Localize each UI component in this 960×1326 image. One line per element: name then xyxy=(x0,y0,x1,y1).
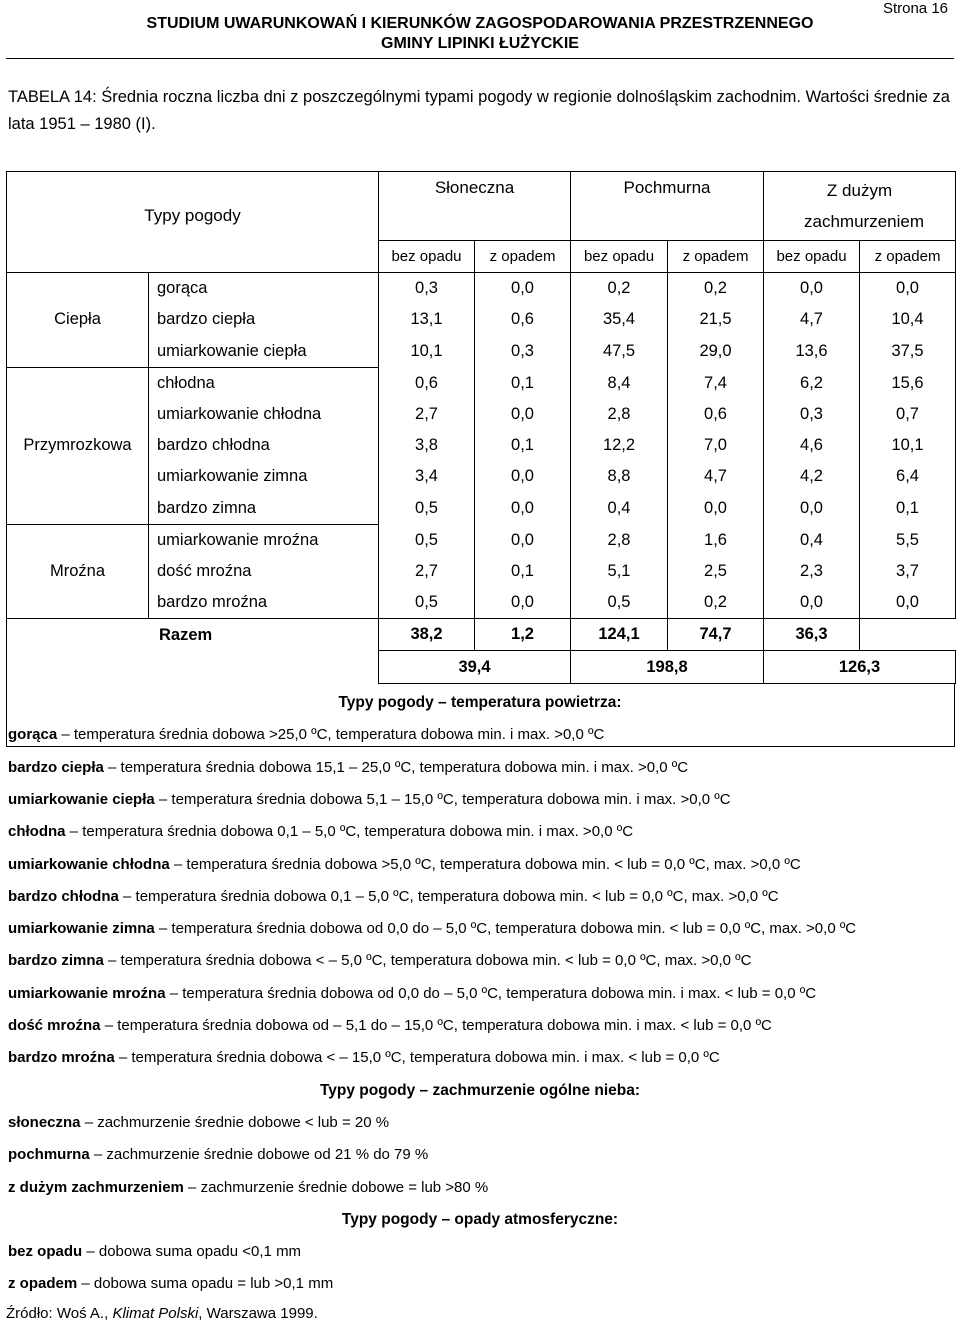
legend-description: – temperatura średnia dobowa < – 5,0 ºC, temperatura dobowa min. < lub = 0,0 ºC, max. >0,0 ºC xyxy=(103,952,752,970)
cell-value: 0,0 xyxy=(764,587,860,619)
group-label xyxy=(7,399,149,430)
cell-value: 13,1 xyxy=(379,304,475,335)
cell-value: 0,2 xyxy=(668,273,764,305)
legend-description: – temperatura średnia dobowa >5,0 ºC, temperatura dobowa min. < lub = 0,0 ºC, max. >0,0 ºC xyxy=(169,855,801,873)
legend-item xyxy=(8,888,779,905)
total-value: 124,1 xyxy=(571,619,668,651)
cell-value: 15,6 xyxy=(860,367,956,399)
cell-value: 0,1 xyxy=(860,493,956,525)
cell-value: 13,6 xyxy=(764,336,860,368)
legend-item xyxy=(8,759,688,776)
cell-value: 10,4 xyxy=(860,304,956,335)
total-label: Razem xyxy=(7,619,379,651)
group-label: Ciepła xyxy=(7,304,149,335)
group-label xyxy=(7,587,149,619)
weather-type: bardzo chłodna xyxy=(149,430,379,461)
cell-value: 0,1 xyxy=(475,430,571,461)
cell-value: 0,0 xyxy=(475,493,571,525)
cell-value: 0,0 xyxy=(668,493,764,525)
sum-value: 198,8 xyxy=(571,651,764,684)
cell-value: 0,6 xyxy=(475,304,571,335)
cell-value: 2,3 xyxy=(764,556,860,587)
precip-header: bez opadu xyxy=(571,241,668,273)
cell-value: 0,0 xyxy=(764,493,860,525)
cell-value: 6,2 xyxy=(764,367,860,399)
cell-value: 2,7 xyxy=(379,556,475,587)
table-row xyxy=(7,273,956,305)
cell-value: 0,7 xyxy=(860,399,956,430)
header-pochmurna: Pochmurna xyxy=(571,172,764,241)
weather-type: gorąca xyxy=(149,273,379,305)
legend-term: umiarkowanie ciepła xyxy=(8,790,155,808)
cell-value: 2,7 xyxy=(379,399,475,430)
weather-types-table xyxy=(6,171,956,684)
legend-item xyxy=(8,791,731,808)
legend-item xyxy=(8,1114,389,1131)
table-row xyxy=(7,524,956,556)
table-row xyxy=(7,336,956,368)
group-label xyxy=(7,336,149,368)
legend-description: – temperatura średnia dobowa 5,1 – 15,0 ºC, temperatura dobowa min. i max. >0,0 ºC xyxy=(154,790,731,808)
header-title: STUDIUM UWARUNKOWAŃ I KIERUNKÓW ZAGOSPODAROWANIA PRZESTRZENNEGO xyxy=(146,15,814,32)
legend-description: – zachmurzenie średnie dobowe < lub = 20 % xyxy=(80,1113,390,1131)
weather-type: dość mroźna xyxy=(149,556,379,587)
page-number: Strona 16 xyxy=(882,0,948,17)
cell-value: 3,4 xyxy=(379,461,475,492)
cell-value: 0,2 xyxy=(571,273,668,305)
legend-term: dość mroźna xyxy=(8,1017,101,1034)
group-label: Mroźna xyxy=(7,556,149,587)
cell-value: 8,4 xyxy=(571,367,668,399)
cell-value: 0,6 xyxy=(379,367,475,399)
cell-value: 2,5 xyxy=(668,556,764,587)
cell-value: 0,0 xyxy=(475,587,571,619)
cell-value: 0,3 xyxy=(764,399,860,430)
total-value: 36,3 xyxy=(764,619,860,651)
cell-value: 0,4 xyxy=(571,493,668,525)
legend-item xyxy=(8,1275,333,1292)
weather-type: umiarkowanie zimna xyxy=(149,461,379,492)
legend-term: bardzo zimna xyxy=(8,952,104,970)
legend-term: bardzo chłodna xyxy=(8,887,119,905)
legend-item xyxy=(8,1179,488,1196)
cell-value: 0,6 xyxy=(668,399,764,430)
precip-header: bez opadu xyxy=(764,241,860,273)
cell-value: 10,1 xyxy=(379,336,475,368)
group-label xyxy=(7,367,149,399)
cell-value: 0,5 xyxy=(379,524,475,556)
header-sloneczna: Słoneczna xyxy=(379,172,571,241)
cell-value: 8,8 xyxy=(571,461,668,492)
table-row xyxy=(7,461,956,492)
precip-header: z opadem xyxy=(475,241,571,273)
table-row xyxy=(7,430,956,461)
weather-type: umiarkowanie mroźna xyxy=(149,524,379,556)
cell-value: 5,1 xyxy=(571,556,668,587)
legend-term: z dużym zachmurzeniem xyxy=(8,1178,184,1196)
weather-type: bardzo mroźna xyxy=(149,587,379,619)
cell-value: 4,7 xyxy=(764,304,860,335)
cell-value: 4,6 xyxy=(764,430,860,461)
cell-value: 0,3 xyxy=(475,336,571,368)
legend-term: słoneczna xyxy=(8,1113,81,1131)
weather-type: chłodna xyxy=(149,367,379,399)
header-z-duzym: Z dużym zachmurzeniem xyxy=(764,172,956,241)
cell-value: 0,3 xyxy=(379,273,475,305)
cell-value: 0,0 xyxy=(475,524,571,556)
legend-description: – temperatura średnia dobowa 0,1 – 5,0 ºC, temperatura dobowa min. i max. >0,0 ºC xyxy=(65,823,634,841)
cell-value: 0,0 xyxy=(860,273,956,305)
header-subtitle: GMINY LIPINKI ŁUŻYCKIE xyxy=(381,35,579,52)
table-body xyxy=(7,172,956,684)
legend-term: bardzo ciepła xyxy=(8,758,104,776)
legend-description: – temperatura średnia dobowa < – 15,0 ºC, temperatura dobowa min. i max. < lub = 0,0 ºC xyxy=(114,1049,720,1067)
cell-value: 0,5 xyxy=(379,493,475,525)
group-label: Przymrozkowa xyxy=(7,430,149,461)
legend-heading: Typy pogody – opady atmosferyczne: xyxy=(341,1210,619,1228)
weather-type: umiarkowanie ciepła xyxy=(149,336,379,368)
legend-term: gorąca xyxy=(8,726,58,744)
cell-value: 0,1 xyxy=(475,367,571,399)
cell-value: 5,5 xyxy=(860,524,956,556)
legend-item xyxy=(8,985,816,1002)
cell-value: 21,5 xyxy=(668,304,764,335)
table-row xyxy=(7,493,956,525)
total-value xyxy=(860,619,956,651)
total-value: 1,2 xyxy=(475,619,571,651)
legend-term: bardzo mroźna xyxy=(8,1049,115,1067)
cell-value: 0,0 xyxy=(764,273,860,305)
cell-value: 0,1 xyxy=(475,556,571,587)
cell-value: 0,4 xyxy=(764,524,860,556)
cell-value: 29,0 xyxy=(668,336,764,368)
legend-description: – temperatura średnia dobowa 15,1 – 25,0 ºC, temperatura dobowa min. i max. >0,0 ºC xyxy=(103,758,689,776)
cell-value: 0,5 xyxy=(379,587,475,619)
sums-row xyxy=(7,651,956,684)
cell-value: 0,5 xyxy=(571,587,668,619)
source-suffix: , Warszawa 1999. xyxy=(198,1305,318,1322)
legend-description: – dobowa suma opadu = lub >0,1 mm xyxy=(77,1275,334,1293)
table-row xyxy=(7,399,956,430)
legend-term: umiarkowanie zimna xyxy=(8,920,155,938)
table-row xyxy=(7,556,956,587)
legend-item xyxy=(8,1017,772,1034)
legend-description: – zachmurzenie średnie dobowe od 21 % do 79 % xyxy=(89,1146,429,1164)
cell-value: 0,0 xyxy=(475,273,571,305)
cell-value: 0,0 xyxy=(860,587,956,619)
legend-description: – zachmurzenie średnie dobowe = lub >80 % xyxy=(183,1178,489,1196)
precip-header: z opadem xyxy=(668,241,764,273)
group-label xyxy=(7,273,149,305)
corner-header: Typy pogody xyxy=(7,172,379,273)
source-prefix: Źródło: Woś A., xyxy=(6,1305,113,1322)
legend-item xyxy=(8,952,751,969)
cell-value: 7,0 xyxy=(668,430,764,461)
weather-type: bardzo ciepła xyxy=(149,304,379,335)
legend-item xyxy=(8,920,856,937)
legend-heading: Typy pogody – zachmurzenie ogólne nieba: xyxy=(319,1081,641,1099)
weather-type: umiarkowanie chłodna xyxy=(149,399,379,430)
cell-value: 3,8 xyxy=(379,430,475,461)
total-row xyxy=(7,619,956,651)
legend-item xyxy=(8,1146,428,1163)
cell-value: 0,0 xyxy=(475,461,571,492)
legend-term: bez opadu xyxy=(8,1243,83,1261)
precip-header: z opadem xyxy=(860,241,956,273)
legend-term: z opadem xyxy=(8,1275,78,1293)
cell-value: 35,4 xyxy=(571,304,668,335)
cell-value: 2,8 xyxy=(571,524,668,556)
legend-item xyxy=(8,1049,720,1066)
cell-value: 47,5 xyxy=(571,336,668,368)
legend-description: – temperatura średnia dobowa 0,1 – 5,0 ºC, temperatura dobowa min. < lub = 0,0 ºC, max. >0,0 ºC xyxy=(118,887,779,905)
legend-term: umiarkowanie chłodna xyxy=(8,855,170,873)
legend-item xyxy=(8,726,604,743)
legend-description: – temperatura średnia dobowa od 0,0 do – 5,0 ºC, temperatura dobowa min. i max. < lub = 0,0 ºC xyxy=(165,984,817,1002)
cell-value: 2,8 xyxy=(571,399,668,430)
table-row xyxy=(7,587,956,619)
group-label xyxy=(7,461,149,492)
table-row xyxy=(7,304,956,335)
legend-description: – temperatura średnia dobowa od – 5,1 do – 15,0 ºC, temperatura dobowa min. i max. < lub = 0,0 ºC xyxy=(100,1017,772,1034)
table-row xyxy=(7,367,956,399)
precip-header: bez opadu xyxy=(379,241,475,273)
legend-item xyxy=(8,1243,301,1260)
document-header xyxy=(0,14,960,54)
cell-value: 6,4 xyxy=(860,461,956,492)
legend-term: pochmurna xyxy=(8,1146,90,1164)
cell-value: 10,1 xyxy=(860,430,956,461)
group-label xyxy=(7,524,149,556)
sums-spacer xyxy=(7,651,379,684)
cell-value: 1,6 xyxy=(668,524,764,556)
cell-value: 3,7 xyxy=(860,556,956,587)
legend-description: – dobowa suma opadu <0,1 mm xyxy=(82,1243,302,1261)
total-value: 38,2 xyxy=(379,619,475,651)
legend-item xyxy=(8,856,801,873)
cell-value: 0,0 xyxy=(475,399,571,430)
source-note xyxy=(6,1305,318,1322)
header-rule xyxy=(6,58,954,59)
cell-value: 4,2 xyxy=(764,461,860,492)
legend-item xyxy=(8,823,633,840)
legend-description: – temperatura średnia dobowa >25,0 ºC, temperatura dobowa min. i max. >0,0 ºC xyxy=(57,726,605,744)
group-label xyxy=(7,493,149,525)
cell-value: 37,5 xyxy=(860,336,956,368)
sum-value: 126,3 xyxy=(764,651,956,684)
legend-description: – temperatura średnia dobowa od 0,0 do – 5,0 ºC, temperatura dobowa min. < lub = 0,0 ºC, max. >0,0 ºC xyxy=(154,920,857,938)
header-row-cloud xyxy=(7,172,956,241)
cell-value: 0,2 xyxy=(668,587,764,619)
legend-term: chłodna xyxy=(8,823,66,841)
source-title: Klimat Polski xyxy=(112,1305,199,1322)
legend-term: umiarkowanie mroźna xyxy=(8,984,166,1002)
cell-value: 4,7 xyxy=(668,461,764,492)
sum-value: 39,4 xyxy=(379,651,571,684)
weather-type: bardzo zimna xyxy=(149,493,379,525)
cell-value: 7,4 xyxy=(668,367,764,399)
table-caption: TABELA 14: Średnia roczna liczba dni z poszczególnymi typami pogody w regionie dolnośląskim zachodnim. Wartości średnie za lata 1951 – 1980 (I). xyxy=(8,88,950,133)
cell-value: 12,2 xyxy=(571,430,668,461)
total-value: 74,7 xyxy=(668,619,764,651)
legend-heading: Typy pogody – temperatura powietrza: xyxy=(338,694,622,711)
